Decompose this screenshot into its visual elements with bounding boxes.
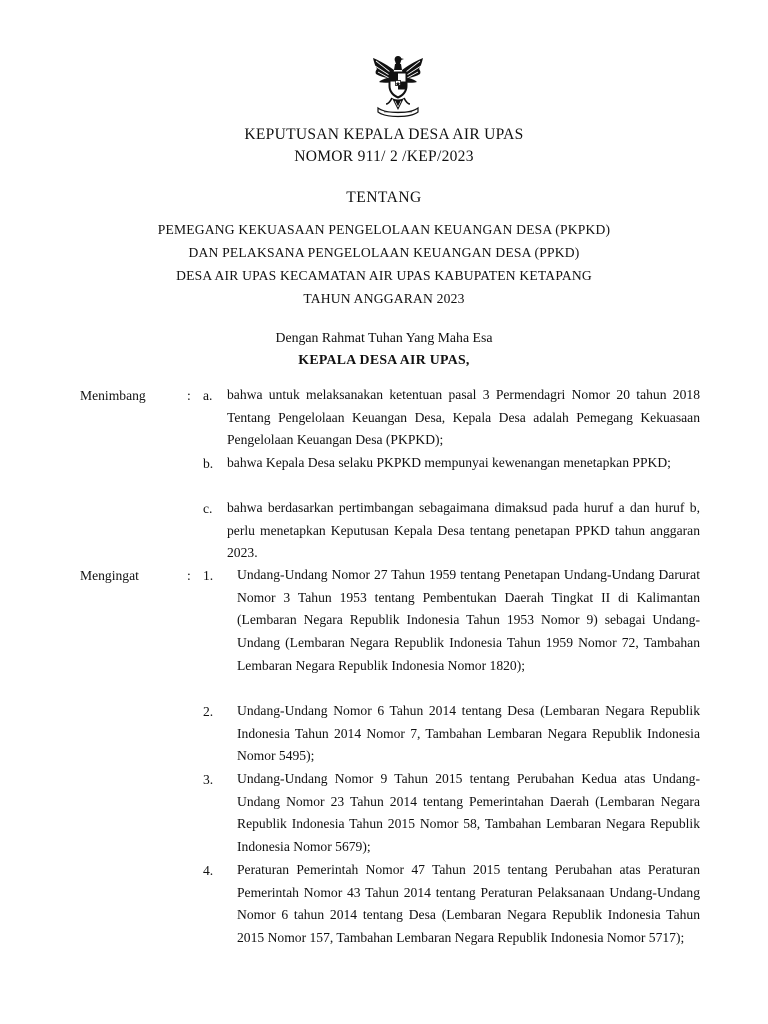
official-title: KEPALA DESA AIR UPAS,: [298, 352, 470, 367]
decree-number: NOMOR 911/ 2 /KEP/2023: [294, 148, 474, 165]
mengingat-item-3: Undang-Undang Nomor 9 Tahun 2015 tentang Perubahan Kedua atas Undang-Undang Nomor 23 Tahun 2014 tentang Pemerintahan Daerah (Lembaran Negara Republik Indonesia Tahun 2015 Nomor 58, Tambahan Lembaran Negara Republik Indonesia Nomor 5679);: [237, 771, 700, 855]
mengingat-item-2: Undang-Undang Nomor 6 Tahun 2014 tentang Desa (Lembaran Negara Republik Indonesia Tahun 2014 Nomor 7, Tambahan Lembaran Negara Republik Indonesia Nomor 5495);: [237, 703, 700, 764]
menimbang-marker-b: b.: [203, 456, 214, 471]
mengingat-marker-3: 3.: [203, 772, 214, 787]
mengingat-marker-2: 2.: [203, 704, 214, 719]
mengingat-marker-1: 1.: [203, 568, 214, 583]
subject-line-4: TAHUN ANGGARAN 2023: [303, 291, 465, 306]
garuda-emblem-icon: [370, 52, 426, 120]
menimbang-item-c: bahwa berdasarkan pertimbangan sebagaimana dimaksud pada huruf a dan huruf b, perlu menetapkan Keputusan Kepala Desa tentang penetapan PPKD tahun anggaran 2023.: [227, 500, 700, 561]
subject-line-2: DAN PELAKSANA PENGELOLAAN KEUANGAN DESA (PPKD): [188, 245, 580, 260]
tentang-heading: TENTANG: [346, 189, 422, 206]
decree-title: KEPUTUSAN KEPALA DESA AIR UPAS: [244, 126, 524, 143]
menimbang-item-a: bahwa untuk melaksanakan ketentuan pasal 3 Permendagri Nomor 20 tahun 2018 Tentang Pengelolaan Keuangan Desa, Kepala Desa adalah Pemegang Kekuasaan Pengelolaan Keuangan Desa (PKPKD);: [227, 387, 700, 448]
mengingat-item-4: Peraturan Pemerintah Nomor 47 Tahun 2015 tentang Perubahan atas Peraturan Pemerintah Nomor 43 Tahun 2014 tentang Peraturan Pelaksanaan Undang-Undang Nomor 6 tahun 2014 tentang Desa (Lembaran Negara Republik Indonesia Tahun 2015 Nomor 157, Tambahan Lembaran Negara Republik Indonesia Nomor 5717);: [237, 862, 700, 946]
subject-line-3: DESA AIR UPAS KECAMATAN AIR UPAS KABUPATEN KETAPANG: [176, 268, 592, 283]
menimbang-label: Menimbang: [80, 388, 146, 403]
mengingat-colon: :: [187, 568, 191, 583]
menimbang-marker-a: a.: [203, 388, 213, 403]
menimbang-colon: :: [187, 388, 191, 403]
grace-line: Dengan Rahmat Tuhan Yang Maha Esa: [275, 330, 493, 345]
mengingat-marker-4: 4.: [203, 863, 214, 878]
mengingat-item-1: Undang-Undang Nomor 27 Tahun 1959 tentang Penetapan Undang-Undang Darurat Nomor 3 Tahun 1953 tentang Pembentukan Daerah Tingkat II di Kalimantan (Lembaran Negara Republik Indonesia Tahun 1953 Nomor 9) sebagai Undang-Undang (Lembaran Negara Republik Indonesia Tahun 1959 Nomor 72, Tambahan Lembaran Negara Republik Indonesia Nomor 1820);: [237, 567, 700, 673]
menimbang-item-b: bahwa Kepala Desa selaku PKPKD mempunyai kewenangan menetapkan PPKD;: [227, 455, 671, 470]
mengingat-label: Mengingat: [80, 568, 139, 583]
menimbang-marker-c: c.: [203, 501, 213, 516]
subject-line-1: PEMEGANG KEKUASAAN PENGELOLAAN KEUANGAN DESA (PKPKD): [157, 222, 611, 237]
